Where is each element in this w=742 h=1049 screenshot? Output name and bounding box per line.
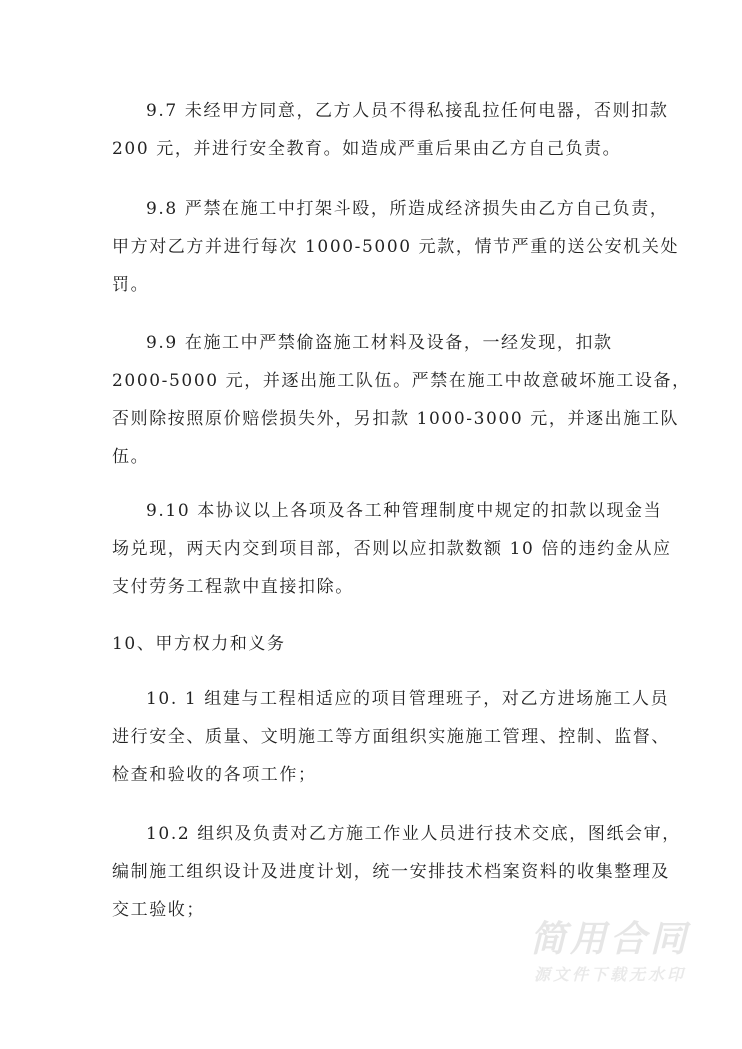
clause-line: 支付劳务工程款中直接扣除。 bbox=[112, 577, 354, 597]
clause-9-9 bbox=[112, 324, 691, 476]
clause-line: 9.9 在施工中严禁偷盗施工材料及设备，一经发现，扣款 bbox=[146, 333, 613, 353]
clause-line: 场兑现，两天内交到项目部，否则以应扣款数额 10 倍的违约金从应 bbox=[112, 539, 672, 559]
clause-line: 检查和验收的各项工作； bbox=[112, 765, 317, 785]
clause-10-2 bbox=[112, 815, 681, 929]
clause-line: 甲方对乙方并进行每次 1000-5000 元款，情节严重的送公安机关处 bbox=[112, 237, 680, 257]
clause-9-10 bbox=[112, 492, 672, 606]
clause-line: 编制施工组织设计及进度计划，统一安排技术档案资料的收集整理及 bbox=[112, 862, 670, 882]
clause-line: 9.10 本协议以上各项及各工种管理制度中规定的扣款以现金当 bbox=[146, 501, 663, 521]
clause-line: 200 元，并进行安全教育。如造成严重后果由乙方自己负责。 bbox=[112, 139, 622, 159]
watermark bbox=[510, 918, 710, 988]
clause-line: 伍。 bbox=[112, 447, 150, 467]
clause-line: 否则除按照原价赔偿损失外，另扣款 1000-3000 元，并逐出施工队 bbox=[112, 409, 680, 429]
clause-line: 2000-5000 元，并逐出施工队伍。严禁在施工中故意破坏施工设备， bbox=[112, 371, 691, 391]
clause-line: 9.8 严禁在施工中打架斗殴，所造成经济损失由乙方自己负责， bbox=[146, 199, 669, 219]
clause-9-7 bbox=[112, 92, 669, 168]
watermark-subtitle: 源文件下载无水印 bbox=[533, 965, 686, 984]
watermark-title: 简用合同 bbox=[529, 919, 690, 960]
section-heading-10 bbox=[112, 625, 632, 663]
clause-line: 交工验收； bbox=[112, 900, 205, 920]
clause-line: 罚。 bbox=[112, 275, 150, 295]
clause-line: 进行安全、质量、文明施工等方面组织实施施工管理、控制、监督、 bbox=[112, 727, 670, 747]
clause-line: 10.2 组织及负责对乙方施工作业人员进行技术交底，图纸会审， bbox=[146, 824, 681, 844]
clause-line: 10. 1 组建与工程相适应的项目管理班子，对乙方进场施工人员 bbox=[146, 689, 670, 709]
clause-9-8 bbox=[112, 190, 680, 304]
clause-10-1 bbox=[112, 680, 670, 794]
section-heading: 10、甲方权力和义务 bbox=[112, 634, 286, 654]
clause-line: 9.7 未经甲方同意，乙方人员不得私接乱拉任何电器，否则扣款 bbox=[146, 101, 669, 121]
